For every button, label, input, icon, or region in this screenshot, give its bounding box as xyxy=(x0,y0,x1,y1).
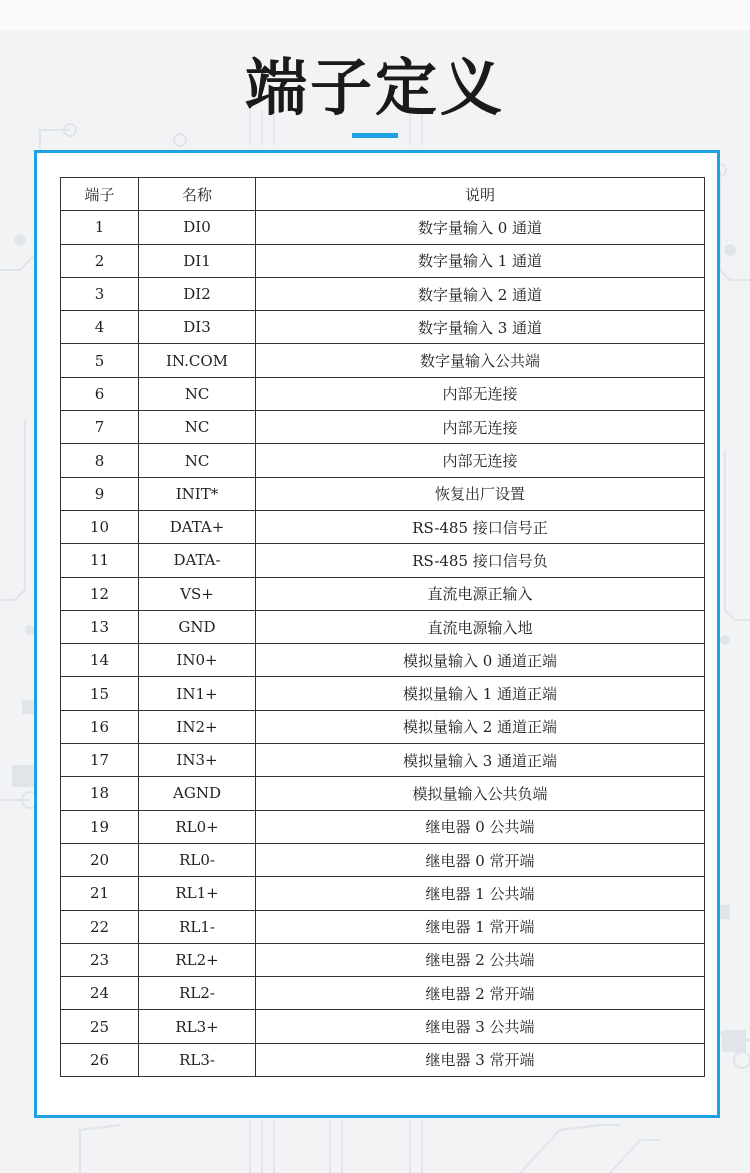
table-row xyxy=(61,977,705,1010)
table-row xyxy=(61,277,705,310)
header-name: 名称 xyxy=(139,178,256,211)
terminal-description-cell: 恢复出厂设置 xyxy=(256,477,705,510)
terminal-description-cell: 模拟量输入 2 通道正端 xyxy=(256,710,705,743)
table-row xyxy=(61,311,705,344)
table-row xyxy=(61,610,705,643)
table-row xyxy=(61,644,705,677)
terminal-name-cell: NC xyxy=(139,377,256,410)
terminal-definition-table xyxy=(60,177,705,1077)
terminal-description-cell: 继电器 3 常开端 xyxy=(256,1043,705,1076)
table-row xyxy=(61,677,705,710)
header-terminal: 端子 xyxy=(61,178,139,211)
terminal-name-cell: IN1+ xyxy=(139,677,256,710)
terminal-name-cell: INIT* xyxy=(139,477,256,510)
terminal-description-cell: 继电器 3 公共端 xyxy=(256,1010,705,1043)
terminal-description-cell: 继电器 1 常开端 xyxy=(256,910,705,943)
terminal-name-cell: AGND xyxy=(139,777,256,810)
terminal-number-cell: 14 xyxy=(61,644,139,677)
terminal-name-cell: RL1- xyxy=(139,910,256,943)
table-row xyxy=(61,411,705,444)
terminal-number-cell: 10 xyxy=(61,510,139,543)
terminal-name-cell: DI3 xyxy=(139,311,256,344)
terminal-number-cell: 9 xyxy=(61,477,139,510)
terminal-name-cell: RL3+ xyxy=(139,1010,256,1043)
terminal-description-cell: 继电器 2 常开端 xyxy=(256,977,705,1010)
terminal-number-cell: 19 xyxy=(61,810,139,843)
terminal-number-cell: 11 xyxy=(61,544,139,577)
terminal-number-cell: 6 xyxy=(61,377,139,410)
terminal-description-cell: 继电器 1 公共端 xyxy=(256,877,705,910)
terminal-name-cell: IN.COM xyxy=(139,344,256,377)
terminal-description-cell: 模拟量输入 0 通道正端 xyxy=(256,644,705,677)
terminal-description-cell: 数字量输入 1 通道 xyxy=(256,244,705,277)
table-row xyxy=(61,1043,705,1076)
table-row xyxy=(61,244,705,277)
terminal-description-cell: 内部无连接 xyxy=(256,411,705,444)
table-frame xyxy=(34,150,720,1118)
table-row xyxy=(61,1010,705,1043)
terminal-number-cell: 5 xyxy=(61,344,139,377)
table-row xyxy=(61,510,705,543)
terminal-description-cell: 数字量输入公共端 xyxy=(256,344,705,377)
terminal-name-cell: RL0- xyxy=(139,843,256,876)
terminal-description-cell: RS-485 接口信号负 xyxy=(256,544,705,577)
header-description: 说明 xyxy=(256,178,705,211)
terminal-name-cell: IN0+ xyxy=(139,644,256,677)
terminal-name-cell: DATA- xyxy=(139,544,256,577)
table-row xyxy=(61,943,705,976)
table-row xyxy=(61,544,705,577)
terminal-number-cell: 17 xyxy=(61,744,139,777)
terminal-name-cell: RL0+ xyxy=(139,810,256,843)
table-row xyxy=(61,577,705,610)
table-row xyxy=(61,710,705,743)
title-underline xyxy=(352,133,398,138)
table-row xyxy=(61,477,705,510)
terminal-name-cell: DI0 xyxy=(139,211,256,244)
terminal-number-cell: 4 xyxy=(61,311,139,344)
terminal-description-cell: 模拟量输入 3 通道正端 xyxy=(256,744,705,777)
table-row xyxy=(61,211,705,244)
terminal-description-cell: 数字量输入 3 通道 xyxy=(256,311,705,344)
terminal-name-cell: DI1 xyxy=(139,244,256,277)
terminal-description-cell: 内部无连接 xyxy=(256,377,705,410)
terminal-number-cell: 23 xyxy=(61,943,139,976)
terminal-name-cell: DATA+ xyxy=(139,510,256,543)
table-row xyxy=(61,910,705,943)
terminal-name-cell: IN2+ xyxy=(139,710,256,743)
terminal-description-cell: 继电器 2 公共端 xyxy=(256,943,705,976)
terminal-number-cell: 13 xyxy=(61,610,139,643)
terminal-number-cell: 15 xyxy=(61,677,139,710)
terminal-name-cell: IN3+ xyxy=(139,744,256,777)
terminal-number-cell: 12 xyxy=(61,577,139,610)
terminal-description-cell: RS-485 接口信号正 xyxy=(256,510,705,543)
terminal-name-cell: NC xyxy=(139,444,256,477)
terminal-description-cell: 继电器 0 公共端 xyxy=(256,810,705,843)
table-row xyxy=(61,344,705,377)
terminal-name-cell: RL2- xyxy=(139,977,256,1010)
table-row xyxy=(61,843,705,876)
table-row xyxy=(61,744,705,777)
terminal-number-cell: 8 xyxy=(61,444,139,477)
terminal-description-cell: 内部无连接 xyxy=(256,444,705,477)
terminal-number-cell: 20 xyxy=(61,843,139,876)
terminal-description-cell: 直流电源输入地 xyxy=(256,610,705,643)
terminal-number-cell: 2 xyxy=(61,244,139,277)
terminal-name-cell: RL1+ xyxy=(139,877,256,910)
terminal-number-cell: 22 xyxy=(61,910,139,943)
page-title: 端子定义 xyxy=(244,51,505,124)
terminal-number-cell: 1 xyxy=(61,211,139,244)
table-header-row xyxy=(61,178,705,211)
table-row xyxy=(61,777,705,810)
terminal-name-cell: NC xyxy=(139,411,256,444)
terminal-number-cell: 26 xyxy=(61,1043,139,1076)
terminal-number-cell: 16 xyxy=(61,710,139,743)
terminal-description-cell: 数字量输入 2 通道 xyxy=(256,277,705,310)
terminal-number-cell: 21 xyxy=(61,877,139,910)
terminal-name-cell: RL3- xyxy=(139,1043,256,1076)
table-row xyxy=(61,810,705,843)
table-row xyxy=(61,444,705,477)
terminal-name-cell: RL2+ xyxy=(139,943,256,976)
terminal-description-cell: 数字量输入 0 通道 xyxy=(256,211,705,244)
terminal-number-cell: 18 xyxy=(61,777,139,810)
terminal-name-cell: GND xyxy=(139,610,256,643)
terminal-name-cell: DI2 xyxy=(139,277,256,310)
terminal-description-cell: 直流电源正输入 xyxy=(256,577,705,610)
terminal-number-cell: 25 xyxy=(61,1010,139,1043)
terminal-description-cell: 继电器 0 常开端 xyxy=(256,843,705,876)
table-row xyxy=(61,877,705,910)
table-row xyxy=(61,377,705,410)
terminal-number-cell: 24 xyxy=(61,977,139,1010)
terminal-number-cell: 7 xyxy=(61,411,139,444)
terminal-number-cell: 3 xyxy=(61,277,139,310)
terminal-description-cell: 模拟量输入 1 通道正端 xyxy=(256,677,705,710)
terminal-name-cell: VS+ xyxy=(139,577,256,610)
terminal-description-cell: 模拟量输入公共负端 xyxy=(256,777,705,810)
